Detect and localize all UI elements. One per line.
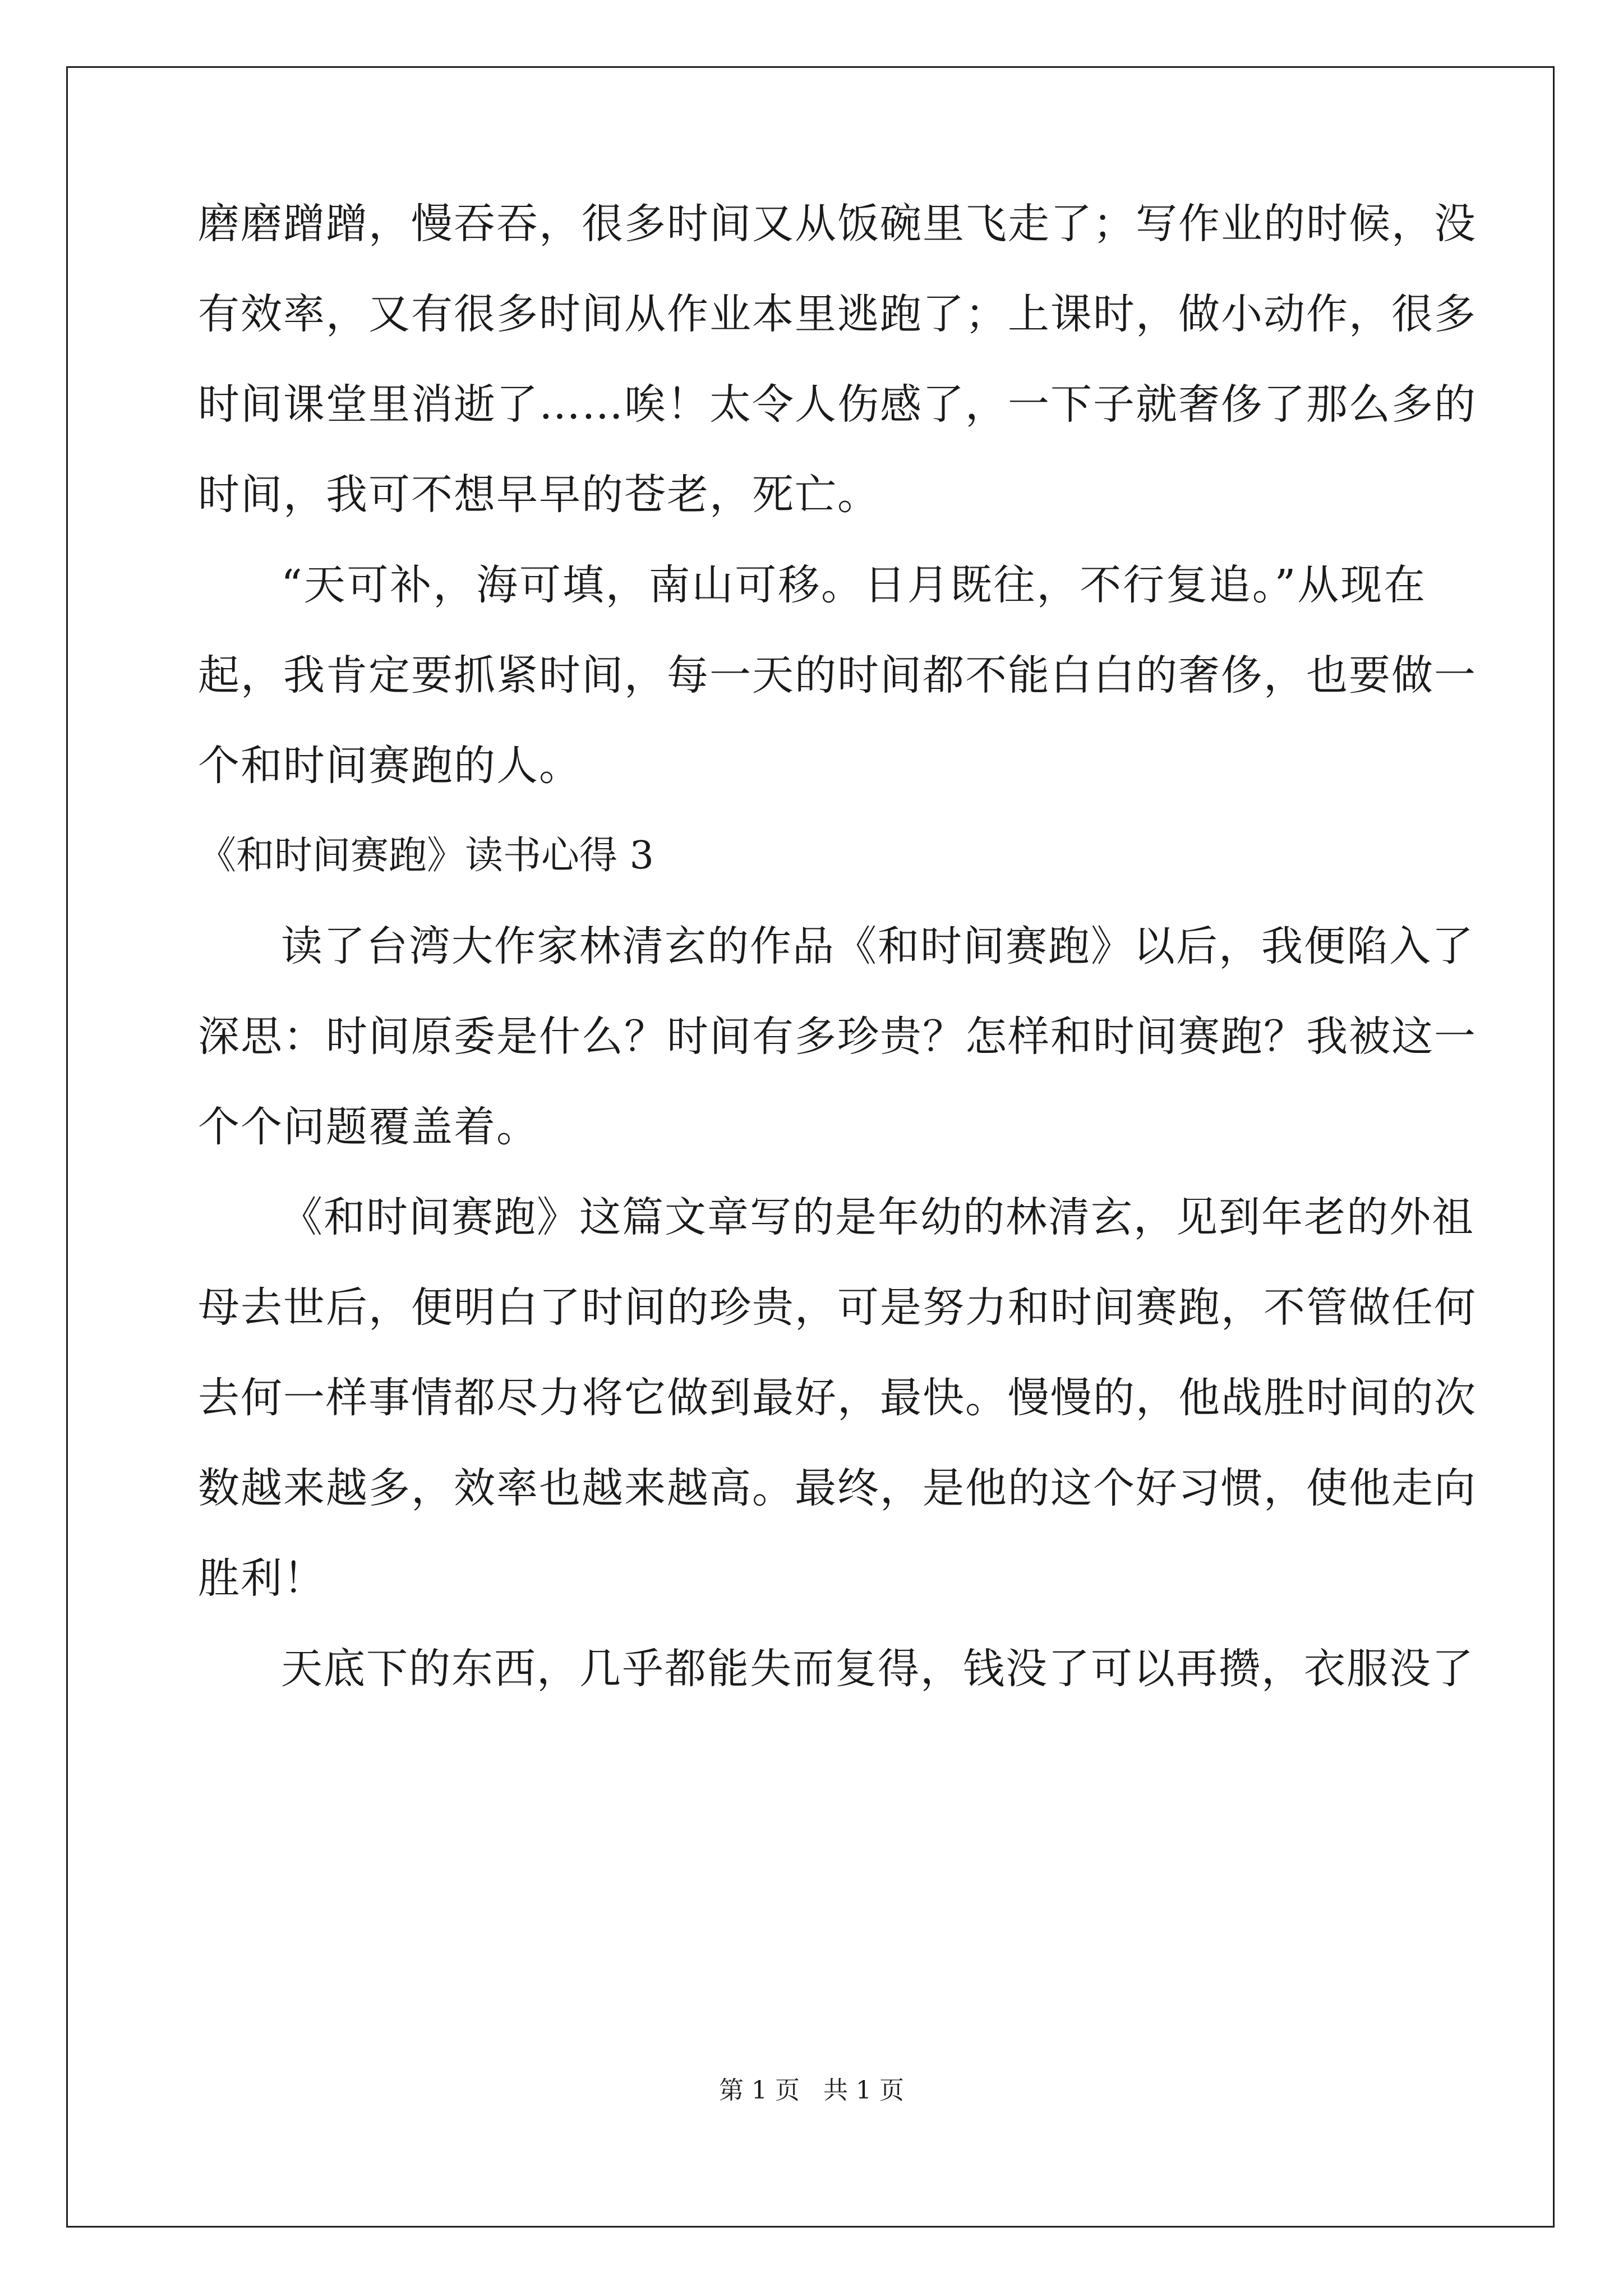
text-line: 起，我肯定要抓紧时间，每一天的时间都不能白白的奢侈，也要做一: [198, 651, 1477, 700]
text-line: 深思：时间原委是什么？时间有多珍贵？怎样和时间赛跑？我被这一: [198, 1013, 1477, 1061]
text-line: 读了台湾大作家林清玄的作品《和时间赛跑》以后，我便陷入了: [281, 922, 1474, 970]
text-line: 时间课堂里消逝了……唉！太令人伤感了，一下子就奢侈了那么多的: [198, 380, 1477, 429]
text-line: 个和时间赛跑的人。: [198, 742, 582, 790]
page-footer: 第 1 页 共 1 页: [719, 2076, 904, 2105]
text-line: 母去世后，便明白了时间的珍贵，可是努力和时间赛跑，不管做任何: [198, 1283, 1477, 1332]
text-line: “天可补，海可填，南山可移。日月既往，不行复追。”从现在: [281, 561, 1426, 609]
text-line: 个个问题覆盖着。: [198, 1103, 539, 1151]
text-line: 《和时间赛跑》这篇文章写的是年幼的林清玄，见到年老的外祖: [281, 1193, 1474, 1241]
text-line: 胜利！: [198, 1554, 326, 1603]
text-line: 天底下的东西，几乎都能失而复得，钱没了可以再攒，衣服没了: [281, 1645, 1474, 1693]
text-line: 有效率，又有很多时间从作业本里逃跑了；上课时，做小动作，很多: [198, 290, 1477, 338]
text-line: 磨磨蹭蹭，慢吞吞，很多时间又从饭碗里飞走了；写作业的时候，没: [198, 200, 1477, 248]
section-heading: 《和时间赛跑》读书心得 3: [198, 834, 654, 878]
text-line: 时间，我可不想早早的苍老，死亡。: [198, 471, 880, 519]
text-line: 去何一样事情都尽力将它做到最好，最快。慢慢的，他战胜时间的次: [198, 1374, 1477, 1422]
document-body: [198, 200, 1477, 1738]
text-line: 数越来越多，效率也越来越高。最终，是他的这个好习惯，使他走向: [198, 1464, 1477, 1512]
